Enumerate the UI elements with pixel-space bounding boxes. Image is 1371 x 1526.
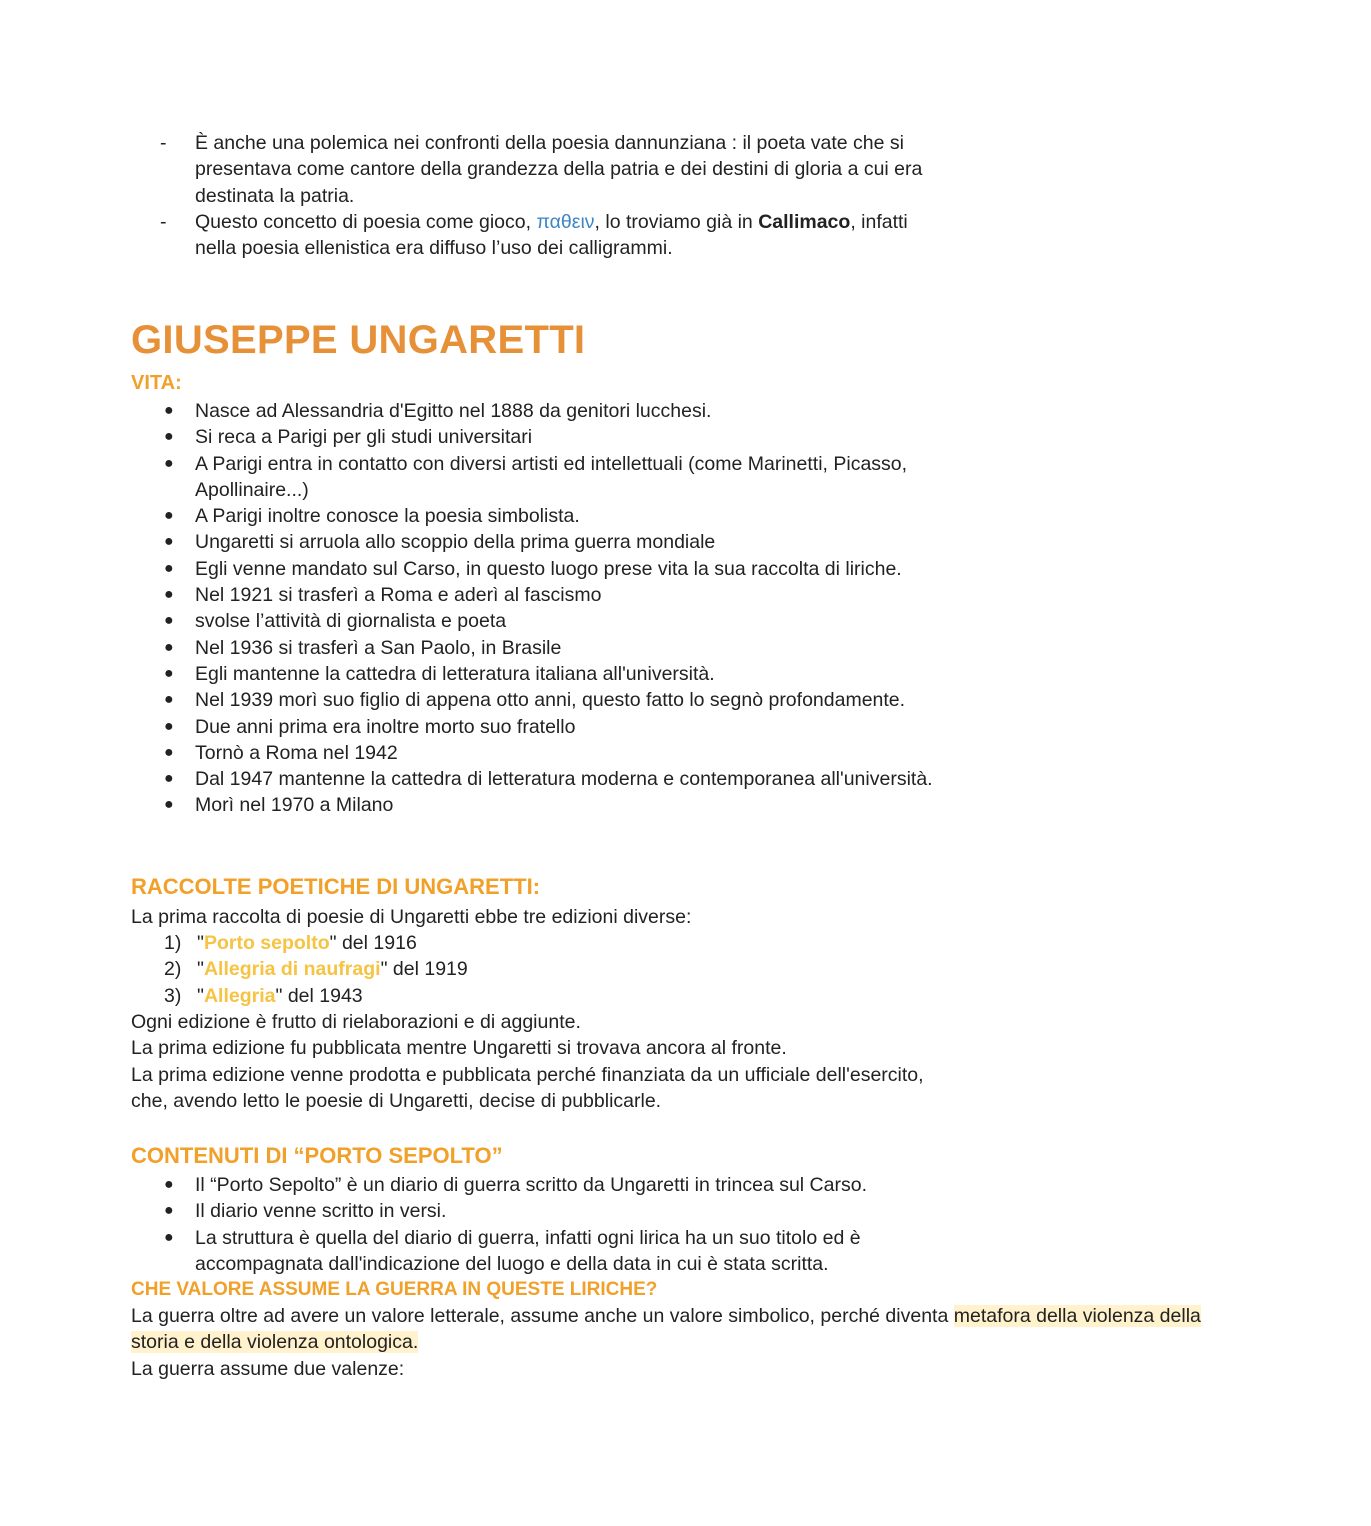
bullet-icon: ● [164, 533, 174, 551]
list-item-text: La struttura è quella del diario di guerra, infatti ogni lirica ha un suo titolo ed è accompagnata dall'indicazione del luogo e della data in cui è stata scritta. [195, 1226, 861, 1275]
edition-year: del 1916 [336, 932, 417, 954]
list-item-text: Il diario venne scritto in versi. [195, 1200, 447, 1223]
paragraph: La prima edizione venne prodotta e pubblicata perché finanziata da un ufficiale dell'esercito, che, avendo letto le poesie di Ungaretti, decise di pubblicarle. [131, 1063, 924, 1112]
list-item [0, 766, 1080, 792]
bullet-icon: ● [164, 428, 174, 446]
raccolte-heading: RACCOLTE POETICHE DI UNGARETTI: [131, 874, 541, 899]
paragraph: Ogni edizione è frutto di rielaborazioni e di aggiunte. [131, 1011, 581, 1033]
edition-year: del 1919 [387, 958, 468, 981]
bullet-icon: ● [164, 664, 174, 682]
bullet-icon: ● [164, 507, 174, 525]
list-item [0, 740, 1080, 766]
bullet-icon: ● [164, 743, 174, 761]
list-item [0, 608, 1080, 634]
dash-marker: - [160, 132, 167, 154]
vita-section [0, 398, 1080, 819]
list-item [0, 398, 1080, 424]
list-item: 2) "Allegria di naufragi" del 1919 [0, 956, 1080, 982]
intro-section [0, 130, 1080, 261]
list-item [0, 714, 1080, 740]
list-item-text: svolse l’attività di giornalista e poeta [195, 610, 507, 633]
vita-list [0, 398, 1080, 819]
paragraph: La prima edizione fu pubblicata mentre Ungaretti si trovava ancora al fronte. [131, 1037, 787, 1060]
list-item-text: Nel 1921 si trasferì a Roma e aderì al fascismo [195, 584, 602, 607]
contenuti-list [0, 1172, 1080, 1277]
raccolte-paragraphs [0, 1009, 1080, 1114]
list-item [0, 661, 1080, 687]
list-number: 1) [164, 932, 182, 954]
list-item [0, 1172, 1080, 1198]
list-item-text: Morì nel 1970 a Milano [195, 794, 394, 817]
editions-list [0, 930, 1080, 1009]
bold-name: Callimaco [758, 210, 851, 233]
bullet-icon: ● [164, 717, 174, 735]
editions-section [0, 930, 1080, 1009]
list-item-text: A Parigi inoltre conosce la poesia simbolista. [195, 505, 580, 528]
valore-paragraph-2: La guerra assume due valenze: [131, 1358, 405, 1380]
list-item [0, 1198, 1080, 1224]
list-item-text: Nel 1936 si trasferì a San Paolo, in Brasile [195, 636, 562, 659]
list-item [0, 529, 1080, 555]
list-item-text: Il “Porto Sepolto” è un diario di guerra scritto da Ungaretti in trincea sul Carso. [195, 1174, 867, 1196]
list-item-text: Egli mantenne la cattedra di letteratura italiana all'università. [195, 662, 715, 685]
list-item-text: Tornò a Roma nel 1942 [195, 741, 398, 764]
valore-paragraph [0, 1303, 1371, 1356]
bullet-icon: ● [164, 1202, 174, 1220]
list-item [0, 209, 1080, 262]
bullet-icon: ● [164, 1176, 174, 1193]
list-item-text: Ungaretti si arruola allo scoppio della prima guerra mondiale [195, 531, 716, 554]
list-item: 1) "Porto sepolto" del 1916 [0, 930, 1080, 956]
edition-year: del 1943 [282, 984, 363, 1007]
bullet-icon: ● [164, 638, 174, 656]
list-item-text: , lo troviamo già in [594, 210, 759, 233]
list-number: 3) [164, 984, 182, 1007]
list-item-text: A Parigi entra in contatto con diversi artisti ed intellettuali (come Marinetti, Picasso, Apollinaire...) [195, 452, 908, 501]
list-item [0, 503, 1080, 529]
vita-heading: VITA: [131, 372, 182, 394]
highlighted-text: metafora della violenza della storia e della violenza ontologica. [131, 1305, 1201, 1354]
bullet-icon: ● [164, 402, 174, 419]
contenuti-heading: CONTENUTI DI “PORTO SEPOLTO” [131, 1143, 503, 1168]
list-item [0, 1225, 1080, 1278]
bullet-icon: ● [164, 796, 174, 814]
paragraph-text: La guerra oltre ad avere un valore letterale, assume anche un valore simbolico, perché diventa [131, 1305, 954, 1327]
list-item [0, 582, 1080, 608]
bullet-icon: ● [164, 612, 174, 630]
list-item-text: È anche una polemica nei confronti della poesia dannunziana : il poeta vate che si presentava come cantore della grandezza della patria e dei destini di gloria a cui era destinata la patria. [195, 132, 923, 207]
list-item-text: Nasce ad Alessandria d'Egitto nel 1888 da genitori lucchesi. [195, 400, 712, 422]
contenuti-section [0, 1172, 1080, 1277]
edition-title: Allegria di naufragi [203, 958, 381, 981]
list-item-text: Nel 1939 morì suo figlio di appena otto anni, questo fatto lo segnò profondamente. [195, 689, 906, 712]
edition-title: Porto sepolto [203, 932, 330, 954]
dash-marker: - [160, 210, 167, 233]
list-item-text: Si reca a Parigi per gli studi universitari [195, 426, 533, 449]
bullet-icon: ● [164, 691, 174, 709]
list-item [0, 130, 1080, 209]
bullet-icon: ● [164, 559, 174, 577]
list-number: 2) [164, 958, 182, 981]
dash-list [0, 130, 1080, 261]
list-item-text: Questo concetto di poesia come gioco, [195, 210, 537, 233]
list-item-text: Egli venne mandato sul Carso, in questo luogo prese vita la sua raccolta di liriche. [195, 557, 902, 580]
bullet-icon: ● [164, 586, 174, 604]
list-item [0, 424, 1080, 450]
bullet-icon: ● [164, 770, 174, 788]
valore-heading: CHE VALORE ASSUME LA GUERRA IN QUESTE LIRICHE? [131, 1279, 658, 1300]
greek-word-link[interactable]: παθειν [536, 210, 595, 233]
list-item [0, 687, 1080, 713]
list-item [0, 792, 1080, 818]
edition-title: Allegria [203, 984, 276, 1007]
list-item-text: Due anni prima era inoltre morto suo fratello [195, 715, 576, 738]
page-title: GIUSEPPE UNGARETTI [131, 318, 586, 362]
bullet-icon: ● [164, 1228, 174, 1246]
raccolte-intro: La prima raccolta di poesie di Ungaretti ebbe tre edizioni diverse: [131, 906, 692, 928]
list-item [0, 556, 1080, 582]
list-item: 3) "Allegria" del 1943 [0, 983, 1080, 1009]
list-item [0, 635, 1080, 661]
list-item [0, 451, 1080, 504]
list-item-text: , infatti nella poesia ellenistica era diffuso l’uso dei calligrammi. [195, 210, 908, 260]
list-item-text: Dal 1947 mantenne la cattedra di letteratura moderna e contemporanea all'università. [195, 768, 933, 791]
bullet-icon: ● [164, 454, 174, 472]
